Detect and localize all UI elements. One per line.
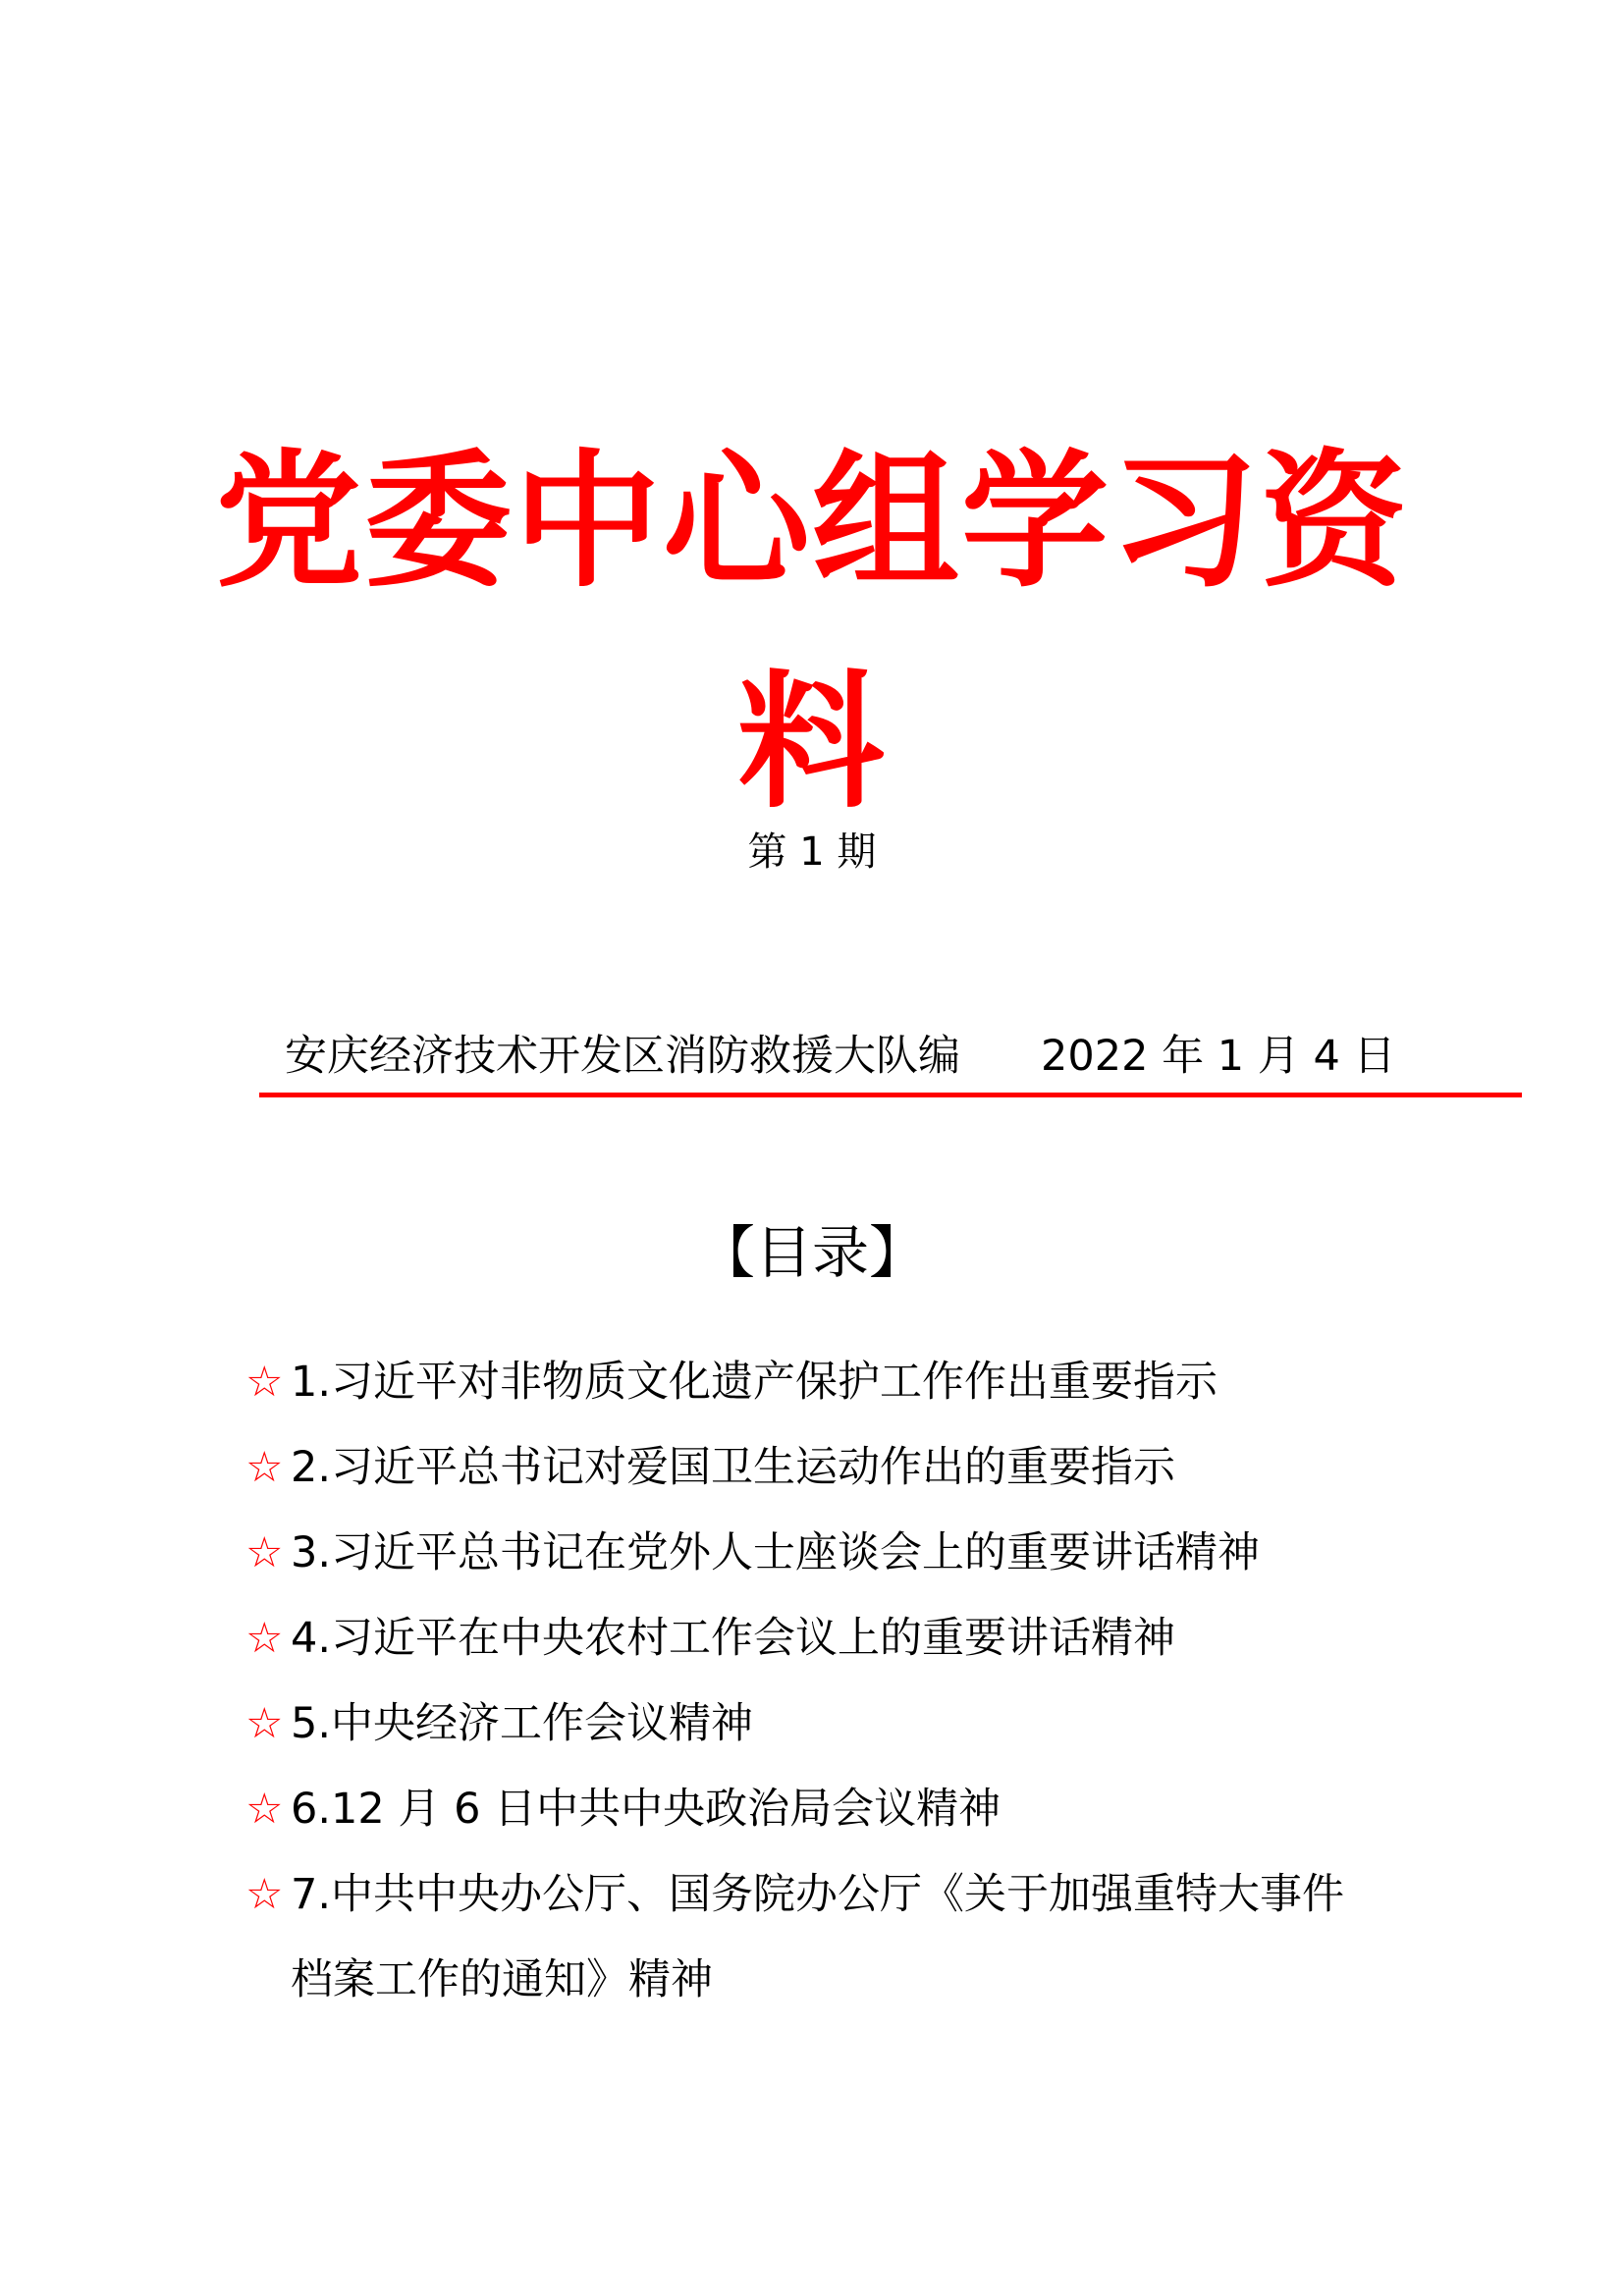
toc-item[interactable] — [245, 1852, 1384, 2023]
toc-item[interactable] — [245, 1767, 1384, 1852]
star-icon: ☆ — [245, 1870, 284, 1919]
star-icon: ☆ — [245, 1699, 284, 1748]
toc-item-text: 1.习近平对非物质文化遗产保护工作作出重要指示 — [291, 1358, 1218, 1407]
toc-item-text: 5.中央经济工作会议精神 — [291, 1699, 754, 1748]
star-icon: ☆ — [245, 1358, 284, 1407]
toc-item-text: 3.习近平总书记在党外人士座谈会上的重要讲话精神 — [291, 1528, 1261, 1577]
toc-list — [245, 1340, 1384, 2023]
toc-item[interactable] — [245, 1340, 1384, 1425]
toc-item[interactable] — [245, 1596, 1384, 1682]
document-title: 党委中心组学习资料 — [214, 437, 1409, 828]
toc-item-text: 4.习近平在中央农村工作会议上的重要讲话精神 — [291, 1614, 1176, 1663]
issue-number: 第 1 期 — [747, 829, 877, 875]
star-icon: ☆ — [245, 1785, 284, 1834]
star-icon: ☆ — [245, 1614, 284, 1663]
toc-item[interactable] — [245, 1682, 1384, 1767]
red-divider-line — [259, 1093, 1522, 1097]
toc-item[interactable] — [245, 1511, 1384, 1596]
toc-item-text: 7.中共中央办公厅、国务院办公厅《关于加强重特大事件档案工作的通知》精神 — [291, 1870, 1345, 2004]
organization-name: 安庆经济技术开发区消防救援大队编 — [285, 1032, 960, 1081]
publisher-line — [285, 1027, 1463, 1086]
toc-heading: 【目录】 — [697, 1219, 926, 1286]
star-icon: ☆ — [245, 1528, 284, 1577]
publish-date: 2022 年 1 月 4 日 — [1041, 1032, 1396, 1081]
toc-item[interactable] — [245, 1425, 1384, 1511]
toc-item-text: 6.12 月 6 日中共中央政治局会议精神 — [291, 1785, 1001, 1834]
star-icon: ☆ — [245, 1443, 284, 1492]
toc-item-text: 2.习近平总书记对爱国卫生运动作出的重要指示 — [291, 1443, 1176, 1492]
